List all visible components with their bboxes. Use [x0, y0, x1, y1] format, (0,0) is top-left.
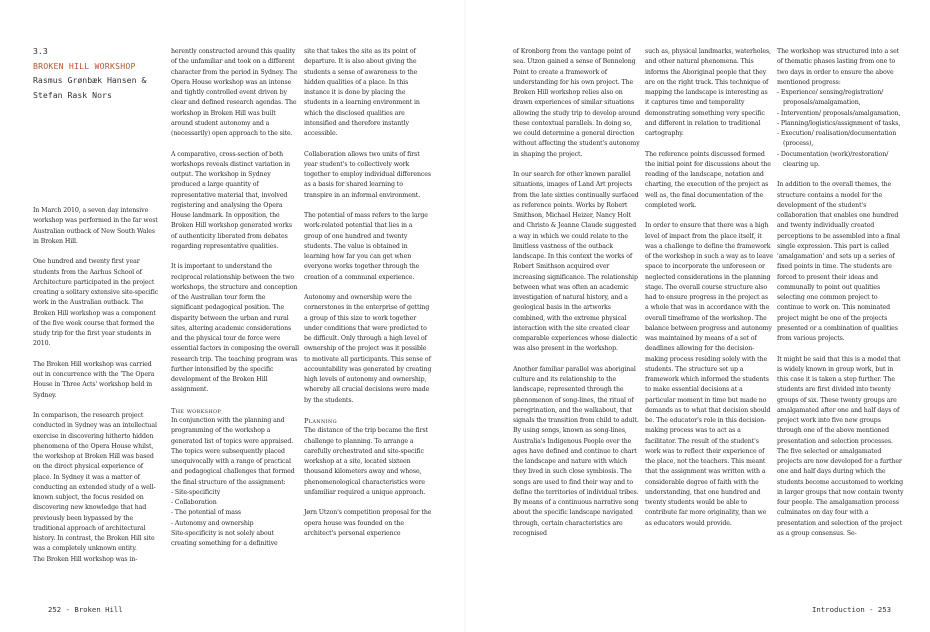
phase-list-item: - Execution/ realisation/documentation (process),: [777, 130, 897, 148]
paragraph: Collaboration allows two units of first year student's to collectively work together to employ individual differences as a basis for shared learning to transpire in an informal environment.: [304, 150, 431, 199]
paragraph: Another familiar parallel was aboriginal culture and its relationship to the landscape, represented through the phenomenon of song-lines, the ritual of peregrination, and the walkabout, that signals the transition from child to adult. By using songs, known as song-lines, Australia's Indigenous People over the ages have defined and continue to chart the landscape and nature with which they lived in such close symbiosis. The songs are used to find their way and to define the territories of individual tribes. By means of a continuous narrative song about the specific landscape navigated through, certain characteristics are recognised: [513, 365, 639, 537]
authors-line-2: Stefan Rask Nors: [33, 89, 112, 100]
phase-list-item: - Experience/ sensing/registration/ proposals/amalgamation,: [777, 89, 884, 107]
topic-list-item: - Collaboration: [171, 499, 217, 506]
text-column-1: [33, 206, 161, 575]
paragraph: The workshop was structured into a set of thematic phases lasting from one to two days in order to ensure the above mentioned progress:: [777, 48, 900, 86]
paragraph: Jørn Utzon's competition proposal for the opera house was founded on the architect's personal experience: [304, 509, 432, 537]
paragraph: The Broken Hill workshop was in-: [33, 555, 138, 563]
paragraph: In March 2010, a seven day intensive workshop was performed in the far west Australian outback of New South Wales in Broken Hill.: [33, 207, 158, 245]
page-footer-right: Introduction - 253: [812, 605, 892, 614]
chapter-header: [33, 44, 163, 102]
topic-list-item: - Site-specificity: [171, 488, 221, 496]
text-column-3: [304, 47, 432, 549]
paragraph: such as, physical landmarks, waterholes, and other natural phenomena. This informs the Aboriginal people that they are on the right track. This technique of mapping the landscape is interesting as it captures time and temporality demonstrating something very specific and different in relation to traditional cartography.: [645, 48, 771, 137]
paragraph: In comparison, the research project conducted in Sydney was an intellectual exercise in discovering hitherto hidden phenomena of the Opera House whilst, the workshop at Broken Hill was based on the direct physical experience of place. In Sydney it was a matter of conducting an extended study of a well-known subject, the focus resided on discovering new knowledge that had previously been bypassed by the traditional approach of architectural history. In contrast, the Broken Hill site was a completely unknown entity.: [33, 412, 157, 553]
page-gutter: [464, 0, 466, 632]
page-footer-left: 252 - Broken Hill: [48, 605, 123, 614]
phase-list: [777, 88, 905, 170]
paragraph: In order to ensure that there was a high level of impact from the place itself, it was a challenge to define the framework of the workshop in such a way as to leave space to incorporate the unforeseen or neglected considerations in the planning stage. The overall course structure also had to ensure progress in the project as a whole that was in accordance with the overall timeframe of the workshop. The balance between progress and autonomy was maintained by means of a set of deadlines allowing for the decision-making process residing solely with the students. The structure set up a framework which informed the students to make essential decisions at a particular moment in time but made no demands as to what that decision should be. The educator's role in this decision-making process was to act as a facilitator. The result of the student's work was to reflect their experience of the place, not the teachers. This meant that the assignment was written with a considerable degree of faith with the understanding, that one hundred and twenty students would be able to contribute far more originality, than we as educators would provide.: [645, 222, 773, 527]
subheading-the-workshop: The workshop: [171, 406, 222, 415]
text-column-4: [513, 47, 641, 549]
topic-list-item: - Autonomy and ownership: [171, 519, 254, 527]
text-column-5: [645, 47, 773, 539]
paragraph: of Kronborg from the vantage point of sea. Utzon gained a sense of Bennelong Point to create a framework of understanding for his own project. The Broken Hill workshop relies also on drawn experiences of similar situations allowing the study trip to develop around these contextual parallels. In doing so, we could determine a general direction without affecting the student's autonomy in shaping the project.: [513, 48, 641, 158]
paragraph: In conjunction with the planning and programming of the workshop a generated list of topics were appraised. The topics were subsequently placed unequivocally with a range of practical and pedagogical challenges that formed the final structure of the assignment:: [171, 417, 295, 486]
paragraph: Autonomy and ownership were the cornerstones in the enterprise of getting a group of this size to work together under conditions that were predicted to be difficult. Only through a high level of ownership of the project was it possible to motivate all participants. This sense of accountability was generated by creating high levels of autonomy and ownership, whereby all crucial decisions were made by the students.: [304, 294, 432, 404]
paragraph: Site-specificity is not solely about creating something for a definitive: [171, 529, 278, 547]
text-column-2: [171, 47, 299, 560]
paragraph: One hundred and twenty first year students from the Aarhus School of Architecture participated in the project creating a solitary extensive site-specific work in the Australian outback. The Broken Hill workshop was a component of the five week course that formed the study trip for the first year students in 2010.: [33, 258, 159, 348]
section-number: 3.3: [33, 46, 48, 56]
chapter-title: BROKEN HILL WORKSHOP: [33, 60, 136, 71]
paragraph: site that takes the site as its point of departure. It is also about giving the students a sense of awareness to the hidden qualities of a place. In this instance it is done by placing the students in a learning environment in which the disclosed qualities are intensified and therefore instantly accessible.: [304, 48, 420, 137]
phase-list-item: - Planning/logistics/assignment of tasks,: [777, 119, 901, 127]
authors-line-1: Rasmus Grønbæk Hansen &: [33, 75, 147, 85]
paragraph: It is important to understand the reciprocal relationship between the two workshops, the structure and conception of the Australian tour form the significant pedagogical position. The disparity between the urban and rural sites, altering academic considerations and the physical tour de force were essential factors in composing the overall research trip. The teaching program was further intensified by the specific development of the Broken Hill assignment.: [171, 263, 299, 394]
topic-list-item: - The potential of mass: [171, 509, 242, 517]
paragraph: A comparative, cross-section of both workshops reveals distinct variation in output. The workshop in Sydney produced a large quantity of representative material that, involved registering and analysing the Opera House landmark. In opposition, the Broken Hill workshop generated works of authenticity liberated from debates regarding representative qualities.: [171, 150, 292, 250]
topic-list: [171, 488, 299, 529]
paragraph: In addition to the overall themes, the structure contains a model for the development of the student's collaboration that enables one hundred and twenty individually created perceptions to be assembled into a final single expression. This part is called 'amalgamation' and sets up a series of fixed points in time. The students are forced to present their ideas and communally to point out qualities selecting one common project to continue to work on. This nominated project might be one of the projects presented or a combination of qualities from various projects.: [777, 181, 900, 342]
paragraph: herently constructed around this quality of the unfamiliar and took on a different character from the period in Sydney. The Opera House workshop was an intense and tightly controlled event driven by clear and defined research agendas. The workshop in Broken Hill was built around student autonomy and a (necessarily) open approach to the site.: [171, 48, 298, 137]
paragraph: The distance of the trip became the first challenge to planning. To arrange a carefully orchestrated and site-specific workshop at a site, located sixteen thousand kilometers away and whose, phenomenological characteristics were unfamiliar required a unique approach.: [304, 427, 428, 496]
subheading-planning: Planning: [304, 417, 337, 425]
text-column-6: [777, 47, 905, 549]
paragraph: The potential of mass refers to the large work-related potential that lies in a group of one hundred and twenty students. The value is obtained in learning how far you can get when everyone works together through the creation of a communal experience.: [304, 212, 428, 281]
paragraph: The Broken Hill workshop was carried out in concurrence with the 'The Opera House in Three Acts' workshop held in Sydney.: [33, 360, 155, 399]
paragraph: In our search for other known parallel situations, images of Land Art projects from the late sixties continually surfaced as reference points. Works by Robert Smithson, Michael Heizer, Nancy Holt and Christo & Jeanne Claude suggested a way in which we could relate to the limitless vastness of the outback landscape. In this context the works of Robert Smithson acquired ever increasing significance. The relationship between what was often an academic investigation of natural history, and a geological basis in the artworks combined, with the extreme physical interaction with the site created clear comparable experiences whose dialectic was also present in the workshop.: [513, 171, 639, 353]
paragraph: It might be said that this is a model that is widely known in group work, but in this case it is taken a step further. The students are first divided into twenty groups of six. These twenty groups are amalgamated after one and half days of project work into five new groups through one of the above mentioned presentation and selection processes. The five selected or amalgamated projects are now developed for a further one and half days during which the students become accustomed to working in larger groups that now contain twenty four people. The amalgamation process culminates on day four with a presentation and selection of the project as a group consensus. Se-: [777, 355, 904, 537]
phase-list-item: - Documentation (work)/restoration/ clearing up.: [777, 150, 889, 168]
phase-list-item: - Intervention/ proposals/amalgamation,: [777, 109, 901, 117]
paragraph: The reference points discussed formed the initial point for discussions about the reading of the landscape, notation and charting, the execution of the project as well as, the final documentation of the completed work.: [645, 150, 771, 209]
